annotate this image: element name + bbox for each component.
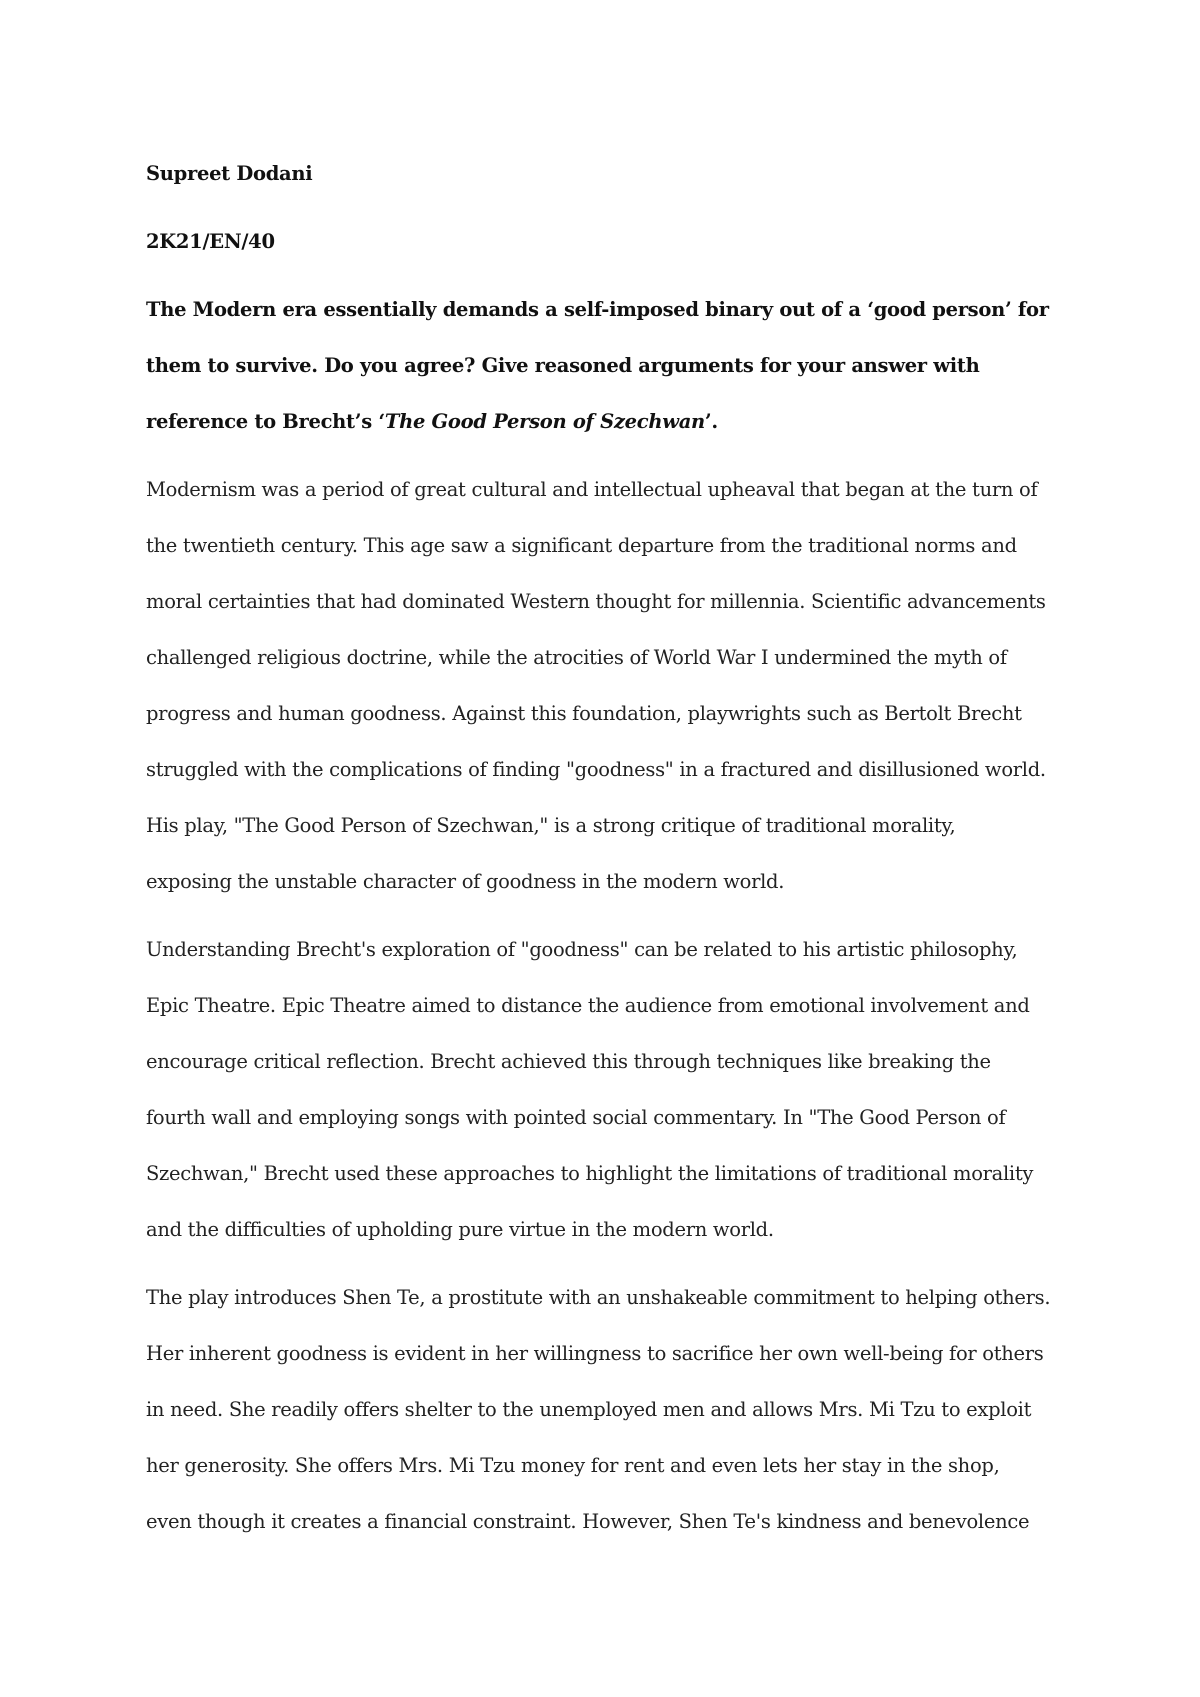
paragraph-line: The play introduces Shen Te, a prostitute with an unshakeable commitment to helping others.: [146, 1286, 1051, 1309]
paragraph-line: in need. She readily offers shelter to the unemployed men and allows Mrs. Mi Tzu to exploit: [146, 1398, 1032, 1421]
question-line: them to survive. Do you agree? Give reasoned arguments for your answer with: [146, 354, 980, 377]
paragraph-line: her generosity. She offers Mrs. Mi Tzu money for rent and even lets her stay in the shop,: [146, 1454, 1000, 1477]
paragraph-line: struggled with the complications of finding "goodness" in a fractured and disillusioned world.: [146, 758, 1046, 781]
essay-question: [146, 282, 1076, 450]
author-name: Supreet Dodani: [146, 162, 313, 185]
paragraph-line: Szechwan," Brecht used these approaches to highlight the limitations of traditional morality: [146, 1162, 1034, 1185]
document-page: [146, 146, 1076, 1550]
paragraph-line: Epic Theatre. Epic Theatre aimed to distance the audience from emotional involvement and: [146, 994, 1030, 1017]
paragraph-line: Understanding Brecht's exploration of "goodness" can be related to his artistic philosophy,: [146, 938, 1018, 961]
paragraph-line: and the difficulties of upholding pure virtue in the modern world.: [146, 1218, 774, 1241]
paragraph-line: His play, "The Good Person of Szechwan," is a strong critique of traditional morality,: [146, 814, 956, 837]
paragraph-1: [146, 462, 1076, 910]
paragraph-line: moral certainties that had dominated Western thought for millennia. Scientific advancements: [146, 590, 1046, 613]
paragraph-line: Her inherent goodness is evident in her willingness to sacrifice her own well-being for others: [146, 1342, 1044, 1365]
paragraph-line: even though it creates a financial constraint. However, Shen Te's kindness and benevolence: [146, 1510, 1030, 1533]
paragraph-2: [146, 922, 1076, 1258]
paragraph-line: challenged religious doctrine, while the atrocities of World War I undermined the myth of: [146, 646, 1007, 669]
paragraph-3: [146, 1270, 1076, 1550]
question-suffix: ’.: [704, 410, 718, 433]
paragraph-line: encourage critical reflection. Brecht achieved this through techniques like breaking the: [146, 1050, 991, 1073]
paragraph-line: progress and human goodness. Against this foundation, playwrights such as Bertolt Brecht: [146, 702, 1022, 725]
paragraph-line: Modernism was a period of great cultural and intellectual upheaval that began at the turn of: [146, 478, 1038, 501]
roll-number: 2K21/EN/40: [146, 230, 275, 253]
play-title: The Good Person of Szechwan: [384, 410, 705, 433]
paragraph-line: exposing the unstable character of goodness in the modern world.: [146, 870, 785, 893]
paragraph-line: fourth wall and employing songs with pointed social commentary. In "The Good Person of: [146, 1106, 1006, 1129]
question-line: The Modern era essentially demands a self-imposed binary out of a ‘good person’ for: [146, 298, 1049, 321]
question-prefix: reference to Brecht’s ‘: [146, 410, 385, 433]
question-line: [146, 394, 1076, 450]
paragraph-line: the twentieth century. This age saw a significant departure from the traditional norms and: [146, 534, 1017, 557]
header-block: [146, 146, 1076, 450]
